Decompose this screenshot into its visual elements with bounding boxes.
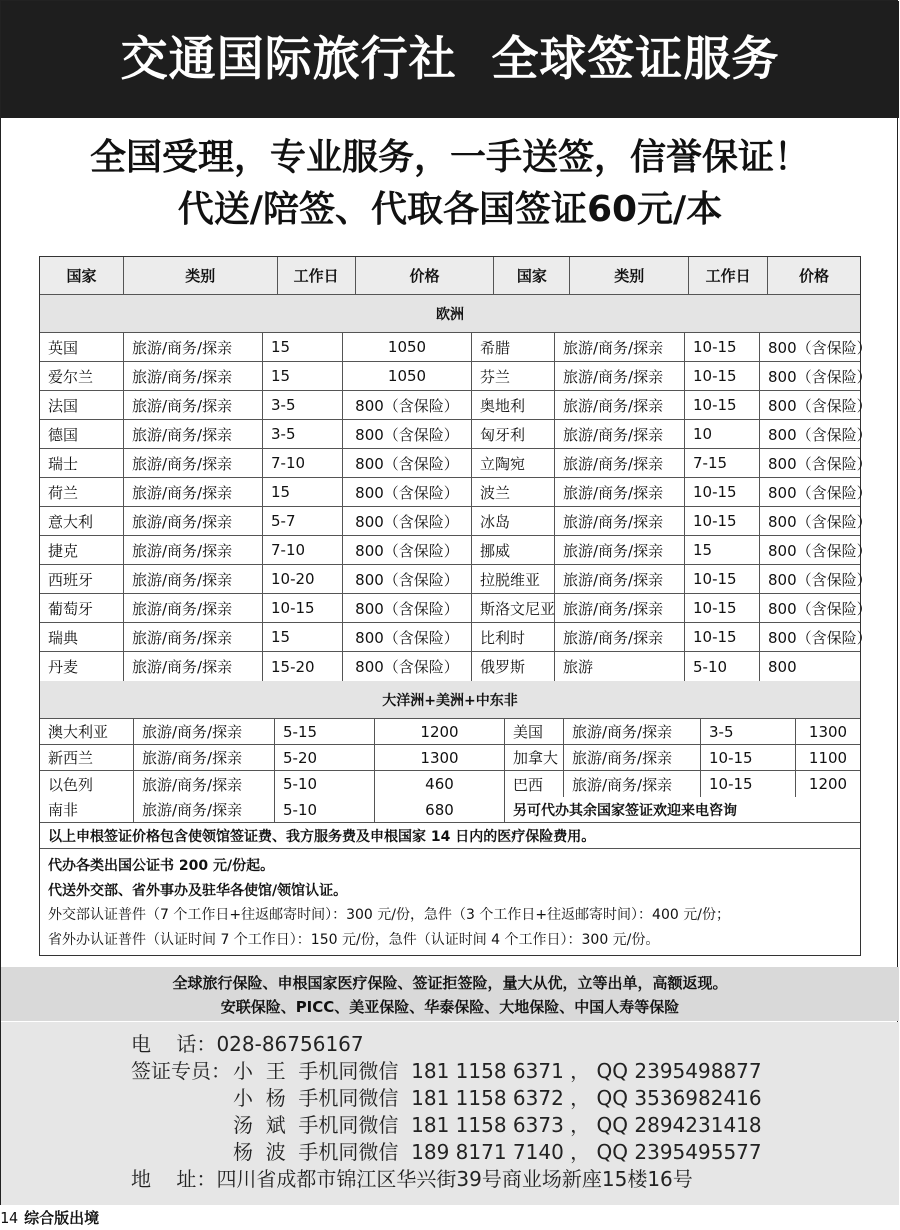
cell-type: 旅游/商务/探亲 xyxy=(555,449,685,477)
cell-country: 匈牙利 xyxy=(472,420,555,448)
table-row xyxy=(40,507,872,536)
cell-price: 460 xyxy=(375,771,505,797)
cell-type: 旅游/商务/探亲 xyxy=(124,652,263,681)
table-row-south-africa xyxy=(40,797,860,823)
cell-price: 800（含保险） xyxy=(768,483,872,502)
cell-country: 加拿大 xyxy=(505,745,564,770)
cell-type: 旅游/商务/探亲 xyxy=(124,565,263,593)
cell-days: 10-15 xyxy=(685,594,760,622)
cell-country: 波兰 xyxy=(472,478,555,506)
cell-country: 比利时 xyxy=(472,623,555,651)
cell-country: 斯洛文尼亚 xyxy=(472,594,555,622)
phone-label: 电 话： xyxy=(131,1032,217,1056)
cell-country: 拉脱维亚 xyxy=(472,565,555,593)
cell-country: 俄罗斯 xyxy=(472,652,555,681)
cell-days: 3-5 xyxy=(263,391,343,419)
cell-type: 旅游/商务/探亲 xyxy=(555,362,685,390)
cell-price: 800（含保险） xyxy=(343,565,472,593)
cell-country: 挪威 xyxy=(472,536,555,564)
insurance-band xyxy=(1,967,899,1021)
cell-days: 10-15 xyxy=(685,362,760,390)
cell-price: 800（含保险） xyxy=(768,599,872,618)
cell-price: 800（含保险） xyxy=(343,594,472,622)
cell-country: 爱尔兰 xyxy=(40,362,124,390)
cell-price: 800（含保险） xyxy=(768,628,872,647)
notarization-notes xyxy=(40,849,860,955)
cell-type: 旅游/商务/探亲 xyxy=(124,449,263,477)
address-line xyxy=(131,1163,693,1192)
slogan-line-1: 全国受理，专业服务，一手送签，信誉保证！ xyxy=(89,137,810,178)
table-row xyxy=(40,333,872,362)
cell-type: 旅游/商务/探亲 xyxy=(124,594,263,622)
insurance-line-1: 全球旅行保险、申根国家医疗保险、签证拒签险，量大从优，立等出单，高额返现。 xyxy=(172,974,728,992)
cell-country: 意大利 xyxy=(40,507,124,535)
cell-type: 旅游/商务/探亲 xyxy=(555,594,685,622)
cell-days: 7-10 xyxy=(263,536,343,564)
table-row xyxy=(40,536,872,565)
cell-country: 瑞典 xyxy=(40,623,124,651)
cell-type: 旅游/商务/探亲 xyxy=(134,771,275,797)
cell-price: 800（含保险） xyxy=(343,449,472,477)
cell-price: 800（含保险） xyxy=(768,454,872,473)
table-row xyxy=(40,771,860,797)
cell-type: 旅游/商务/探亲 xyxy=(555,565,685,593)
cell-price: 800（含保险） xyxy=(343,652,472,681)
cell-days: 15 xyxy=(263,478,343,506)
cell-price: 1100 xyxy=(808,748,848,767)
table-row xyxy=(40,745,860,771)
cell-country: 荷兰 xyxy=(40,478,124,506)
table-row xyxy=(40,362,872,391)
cell-price: 800（含保险） xyxy=(768,396,872,415)
cell-price: 800（含保险） xyxy=(343,420,472,448)
cell-price: 1300 xyxy=(808,722,848,741)
cell-price: 1050 xyxy=(343,333,472,361)
cell-type: 旅游/商务/探亲 xyxy=(124,536,263,564)
cell-price: 1050 xyxy=(343,362,472,390)
cell-days: 10-15 xyxy=(685,333,760,361)
column-header: 类别 xyxy=(570,257,689,294)
cell-days: 10-15 xyxy=(263,594,343,622)
cell-country: 法国 xyxy=(40,391,124,419)
cell-price: 800（含保险） xyxy=(343,623,472,651)
cell-days: 15 xyxy=(263,362,343,390)
cell-country: 芬兰 xyxy=(472,362,555,390)
table-row xyxy=(40,420,872,449)
cell-type: 旅游/商务/探亲 xyxy=(134,719,275,744)
cell-days: 5-15 xyxy=(275,719,375,744)
cell-price: 1200 xyxy=(375,719,505,744)
table-header-row xyxy=(40,257,860,295)
cell-country: 葡萄牙 xyxy=(40,594,124,622)
cell-price: 800 xyxy=(768,657,797,676)
contact-panel xyxy=(1,1022,899,1205)
cell-country: 立陶宛 xyxy=(472,449,555,477)
cell-days: 10-15 xyxy=(701,745,796,770)
column-header: 价格 xyxy=(356,257,495,294)
cell-country: 以色列 xyxy=(40,771,134,797)
table-row xyxy=(40,652,860,681)
table-row xyxy=(40,623,872,652)
cell-type: 旅游 xyxy=(555,652,685,681)
cell-price: 800（含保险） xyxy=(768,541,872,560)
cell-days: 10-15 xyxy=(685,565,760,593)
column-header: 国家 xyxy=(40,257,124,294)
cell-type: 旅游/商务/探亲 xyxy=(555,333,685,361)
address-label: 地 址： xyxy=(131,1167,217,1191)
cell-days: 5-10 xyxy=(275,771,375,797)
cell-type: 旅游/商务/探亲 xyxy=(555,623,685,651)
cell-days: 15 xyxy=(685,536,760,564)
table-row xyxy=(40,594,872,623)
section-europe: 欧洲 xyxy=(40,295,860,333)
cell-days: 3-5 xyxy=(263,420,343,448)
cell-country: 冰岛 xyxy=(472,507,555,535)
phone-number: 028-86756167 xyxy=(216,1032,364,1056)
table-row xyxy=(40,478,872,507)
cell-days: 10-15 xyxy=(701,771,796,797)
column-header: 类别 xyxy=(124,257,278,294)
column-header: 价格 xyxy=(799,267,830,285)
cell-country: 丹麦 xyxy=(40,652,124,681)
cell-days: 3-5 xyxy=(701,719,796,744)
cell-country: 希腊 xyxy=(472,333,555,361)
cell-days: 10-15 xyxy=(685,478,760,506)
europe-rows xyxy=(40,333,872,681)
cell-type: 旅游/商务/探亲 xyxy=(555,478,685,506)
slogan-line-2: 代送/陪签、代取各国签证60元/本 xyxy=(177,189,723,230)
cell-type: 旅游/商务/探亲 xyxy=(124,478,263,506)
cell-country: 捷克 xyxy=(40,536,124,564)
cell-days: 10 xyxy=(685,420,760,448)
cell-price: 1200 xyxy=(808,775,848,793)
cell-price: 800（含保险） xyxy=(768,367,872,386)
cell-type: 旅游/商务/探亲 xyxy=(564,745,701,770)
cell-country: 巴西 xyxy=(505,771,564,797)
cell-days: 10-15 xyxy=(685,623,760,651)
cell-other-countries-note: 另可代办其余国家签证欢迎来电咨询 xyxy=(513,802,737,819)
page-footer xyxy=(0,1207,99,1230)
table-row xyxy=(40,719,860,745)
insurance-line-2: 安联保险、PICC、美亚保险、华泰保险、大地保险、中国人寿等保险 xyxy=(220,998,680,1016)
table-row xyxy=(40,565,872,594)
cell-country: 新西兰 xyxy=(40,745,134,770)
table-row xyxy=(40,449,872,478)
staff-label: 签证专员： xyxy=(131,1059,231,1083)
note-notarization: 代办各类出国公证书 200 元/份起。 xyxy=(48,858,275,874)
column-header: 工作日 xyxy=(689,257,768,294)
cell-days: 5-7 xyxy=(263,507,343,535)
section-other-regions: 大洋洲+美洲+中东非 xyxy=(40,681,860,719)
cell-days: 10-20 xyxy=(263,565,343,593)
cell-price: 800（含保险） xyxy=(768,570,872,589)
staff-line: 小 杨 手机同微信 181 1158 6372 ， QQ 3536982416 xyxy=(233,1086,762,1110)
cell-type: 旅游/商务/探亲 xyxy=(124,391,263,419)
cell-days: 15-20 xyxy=(263,652,343,681)
cell-days: 5-10 xyxy=(275,797,375,822)
cell-days: 10-15 xyxy=(685,391,760,419)
cell-price: 800（含保险） xyxy=(343,536,472,564)
cell-country: 奥地利 xyxy=(472,391,555,419)
cell-type: 旅游/商务/探亲 xyxy=(564,719,701,744)
cell-type: 旅游/商务/探亲 xyxy=(134,797,275,822)
cell-days: 15 xyxy=(263,623,343,651)
other-region-rows xyxy=(40,719,860,797)
staff-line: 杨 波 手机同微信 189 8171 7140 ， QQ 2395495577 xyxy=(233,1140,762,1164)
schengen-price-note: 以上申根签证价格包含使领馆签证费、我方服务费及申根国家 14 日内的医疗保险费用。 xyxy=(40,823,860,849)
staff-line: 汤 斌 手机同微信 181 1158 6373 ， QQ 2894231418 xyxy=(233,1113,762,1137)
cell-price: 800（含保险） xyxy=(768,512,872,531)
cell-price: 800（含保险） xyxy=(343,507,472,535)
cell-country: 英国 xyxy=(40,333,124,361)
cell-days: 10-15 xyxy=(685,507,760,535)
table-row xyxy=(40,391,872,420)
cell-price: 680 xyxy=(375,797,505,822)
cell-country: 美国 xyxy=(505,719,564,744)
note-authentication: 代送外交部、省外事办及驻华各使馆/领馆认证。 xyxy=(48,882,348,899)
cell-type: 旅游/商务/探亲 xyxy=(555,391,685,419)
note-mfa-pricing: 外交部认证普件（7 个工作日+往返邮寄时间）：300 元/份，急件（3 个工作日+往返邮寄时间）：400 元/份； xyxy=(48,907,730,923)
cell-days: 5-20 xyxy=(275,745,375,770)
phone-line xyxy=(131,1028,364,1057)
cell-country: 西班牙 xyxy=(40,565,124,593)
visa-price-table xyxy=(39,256,872,956)
note-provincial-pricing: 省外办认证普件（认证时间 7 个工作日）：150 元/份，急件（认证时间 4 个工作日）：300 元/份。 xyxy=(48,931,660,948)
page-number: 14 xyxy=(0,1209,19,1227)
cell-price: 800（含保险） xyxy=(343,478,472,506)
cell-type: 旅游/商务/探亲 xyxy=(124,623,263,651)
cell-type: 旅游/商务/探亲 xyxy=(124,507,263,535)
cell-type: 旅游/商务/探亲 xyxy=(124,420,263,448)
staff-line: 小 王 手机同微信 181 1158 6371 ， QQ 2395498877 xyxy=(233,1059,762,1083)
cell-days: 7-15 xyxy=(685,449,760,477)
cell-price: 800（含保险） xyxy=(343,391,472,419)
cell-days: 5-10 xyxy=(685,652,760,681)
cell-country: 瑞士 xyxy=(40,449,124,477)
cell-type: 旅游/商务/探亲 xyxy=(555,420,685,448)
address-text: 四川省成都市锦江区华兴街39号商业场新座15楼16号 xyxy=(216,1167,693,1191)
page-banner-title: 交通国际旅行社 全球签证服务 xyxy=(1,1,899,118)
cell-price: 800（含保险） xyxy=(768,425,872,444)
cell-days: 15 xyxy=(263,333,343,361)
cell-country: 南非 xyxy=(40,797,134,822)
section-title: 综合版出境 xyxy=(24,1209,100,1227)
column-header: 国家 xyxy=(494,257,570,294)
cell-price: 1300 xyxy=(375,745,505,770)
column-header: 工作日 xyxy=(278,257,356,294)
cell-country: 澳大利亚 xyxy=(40,719,134,744)
cell-country: 德国 xyxy=(40,420,124,448)
cell-type: 旅游/商务/探亲 xyxy=(124,333,263,361)
cell-price: 800（含保险） xyxy=(768,338,872,357)
cell-type: 旅游/商务/探亲 xyxy=(555,536,685,564)
cell-type: 旅游/商务/探亲 xyxy=(134,745,275,770)
cell-type: 旅游/商务/探亲 xyxy=(564,771,701,797)
cell-type: 旅游/商务/探亲 xyxy=(555,507,685,535)
cell-type: 旅游/商务/探亲 xyxy=(124,362,263,390)
cell-days: 7-10 xyxy=(263,449,343,477)
